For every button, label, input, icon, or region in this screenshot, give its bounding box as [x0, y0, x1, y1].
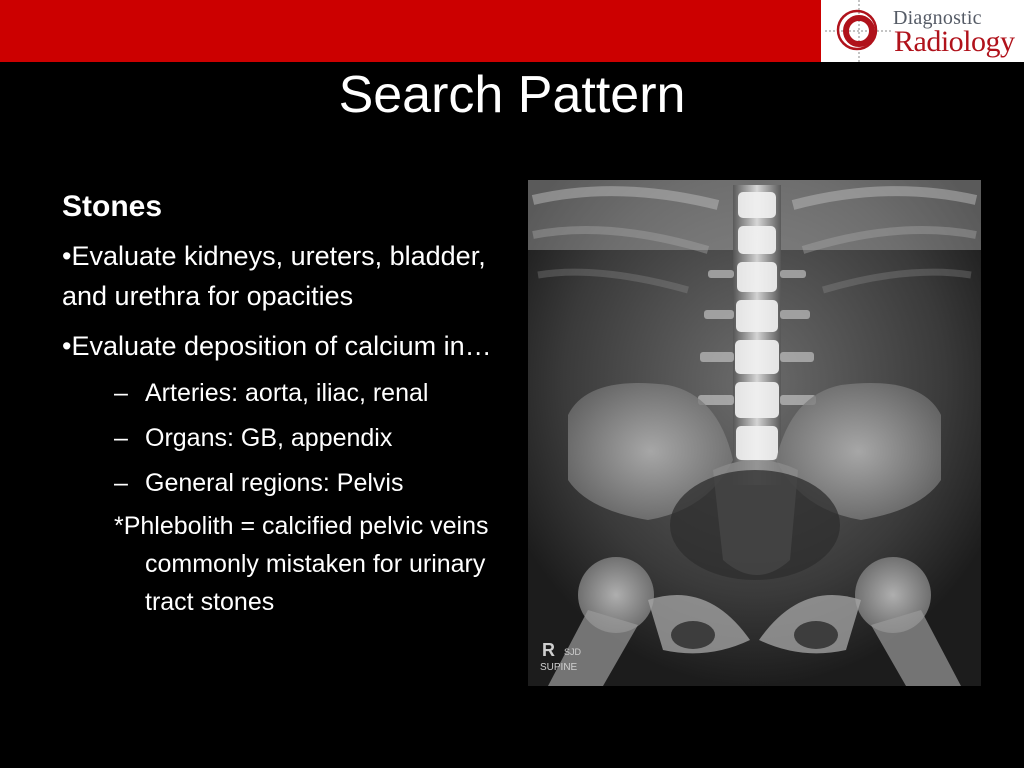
dash-marker: –: [114, 469, 128, 497]
xray-position-label: SUPINE: [540, 662, 578, 673]
sub-bullet-item: [62, 376, 492, 410]
sub-bullet-text: General regions: Pelvis: [145, 469, 404, 497]
dash-marker: –: [114, 379, 128, 407]
bullet-item: •Evaluate kidneys, ureters, bladder, and urethra for opacities: [62, 241, 486, 311]
logo-text-radiology: Radiology: [894, 25, 1015, 58]
sub-bullet-item: [62, 421, 492, 455]
sub-bullet-text: Arteries: aorta, iliac, renal: [145, 379, 429, 407]
slide-body: [62, 190, 492, 621]
xray-marker-r: R: [542, 640, 555, 660]
abdominal-xray-image: [528, 180, 981, 686]
dash-marker: –: [114, 424, 128, 452]
slide-title: Search Pattern: [338, 66, 686, 124]
phlebolith-note: *Phlebolith = calcified pelvic veins commonly mistaken for urinary tract stones: [114, 512, 489, 616]
logo-text-diagnostic: Diagnostic: [893, 7, 982, 29]
sub-bullet-text: Organs: GB, appendix: [145, 424, 393, 452]
section-heading: Stones: [62, 190, 163, 223]
xray-illustration: [528, 180, 981, 686]
diagnostic-radiology-logo: [821, 0, 1024, 62]
xray-marker-code: SJD: [564, 647, 582, 657]
logo-mark-icon: [821, 0, 893, 62]
sub-bullet-item: [62, 466, 492, 500]
bullet-item: •Evaluate deposition of calcium in…: [62, 331, 492, 361]
